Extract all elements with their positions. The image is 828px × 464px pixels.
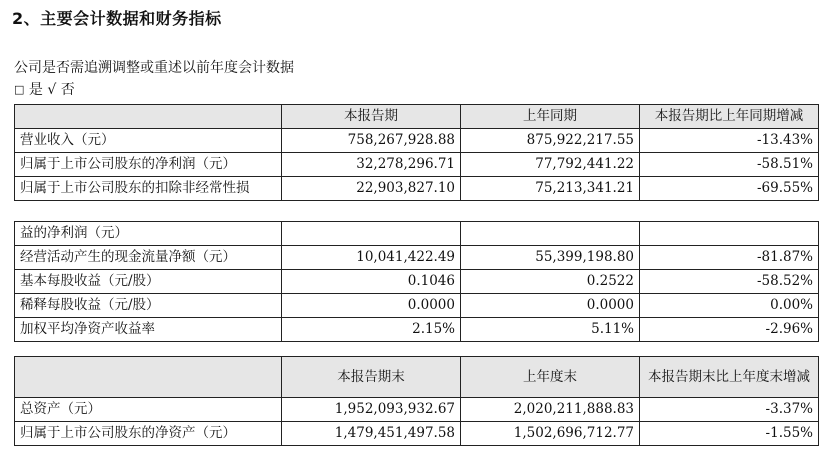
header-prior-year-end: 上年度末	[461, 357, 640, 398]
header-cell-empty	[15, 105, 282, 129]
cell-current: 758,267,928.88	[282, 129, 461, 153]
cell-prior: 2,020,211,888.83	[461, 398, 640, 422]
table-row	[15, 318, 819, 342]
table-row	[15, 246, 819, 270]
table-row	[15, 398, 819, 422]
cell-current: 0.0000	[282, 294, 461, 318]
row-label: 益的净利润（元）	[15, 222, 282, 246]
table-header-row	[15, 357, 819, 398]
row-label: 归属于上市公司股东的净利润（元）	[15, 153, 282, 177]
cell-current: 10,041,422.49	[282, 246, 461, 270]
cell-change: -58.51%	[640, 153, 819, 177]
cell-prior: 5.11%	[461, 318, 640, 342]
checkmark-icon: √	[47, 82, 57, 98]
cell-prior	[461, 222, 640, 246]
table-row	[15, 294, 819, 318]
header-change: 本报告期比上年同期增减	[640, 105, 819, 129]
cell-current: 1,952,093,932.67	[282, 398, 461, 422]
cell-current: 32,278,296.71	[282, 153, 461, 177]
header-change: 本报告期末比上年度末增减	[640, 357, 819, 398]
financial-table-period-end	[14, 356, 819, 446]
choice-no-label: 否	[60, 82, 75, 98]
cell-prior: 75,213,341.21	[461, 177, 640, 201]
cell-change: -1.55%	[640, 422, 819, 446]
table-header-row	[15, 105, 819, 129]
header-cell-empty	[15, 357, 282, 398]
checkbox-empty-icon: □	[14, 83, 25, 96]
row-label: 归属于上市公司股东的净资产（元）	[15, 422, 282, 446]
table-row	[15, 422, 819, 446]
restatement-choice	[14, 79, 75, 99]
table-row	[15, 177, 819, 201]
header-prior-period: 上年同期	[461, 105, 640, 129]
row-label: 经营活动产生的现金流量净额（元）	[15, 246, 282, 270]
cell-change: -81.87%	[640, 246, 819, 270]
cell-change: 0.00%	[640, 294, 819, 318]
cell-current	[282, 222, 461, 246]
financial-table-period	[14, 104, 819, 201]
restatement-question: 公司是否需追溯调整或重述以前年度会计数据	[14, 60, 294, 76]
cell-current: 1,479,451,497.58	[282, 422, 461, 446]
cell-prior: 875,922,217.55	[461, 129, 640, 153]
cell-current: 2.15%	[282, 318, 461, 342]
cell-change: -69.55%	[640, 177, 819, 201]
row-label: 归属于上市公司股东的扣除非经常性损	[15, 177, 282, 201]
financial-table-continued	[14, 221, 819, 342]
table-row	[15, 270, 819, 294]
cell-prior: 77,792,441.22	[461, 153, 640, 177]
table-row	[15, 222, 819, 246]
cell-change: -3.37%	[640, 398, 819, 422]
cell-prior: 1,502,696,712.77	[461, 422, 640, 446]
cell-change: -58.52%	[640, 270, 819, 294]
cell-change	[640, 222, 819, 246]
row-label: 加权平均净资产收益率	[15, 318, 282, 342]
cell-current: 22,903,827.10	[282, 177, 461, 201]
table-row	[15, 129, 819, 153]
header-current-period: 本报告期	[282, 105, 461, 129]
cell-prior: 0.2522	[461, 270, 640, 294]
header-current-period-end: 本报告期末	[282, 357, 461, 398]
cell-prior: 55,399,198.80	[461, 246, 640, 270]
cell-change: -13.43%	[640, 129, 819, 153]
cell-current: 0.1046	[282, 270, 461, 294]
section-title: 2、主要会计数据和财务指标	[12, 9, 222, 28]
row-label: 总资产（元）	[15, 398, 282, 422]
row-label: 营业收入（元）	[15, 129, 282, 153]
choice-yes-label: 是	[28, 82, 43, 98]
row-label: 稀释每股收益（元/股）	[15, 294, 282, 318]
cell-prior: 0.0000	[461, 294, 640, 318]
table-row	[15, 153, 819, 177]
cell-change: -2.96%	[640, 318, 819, 342]
row-label: 基本每股收益（元/股）	[15, 270, 282, 294]
